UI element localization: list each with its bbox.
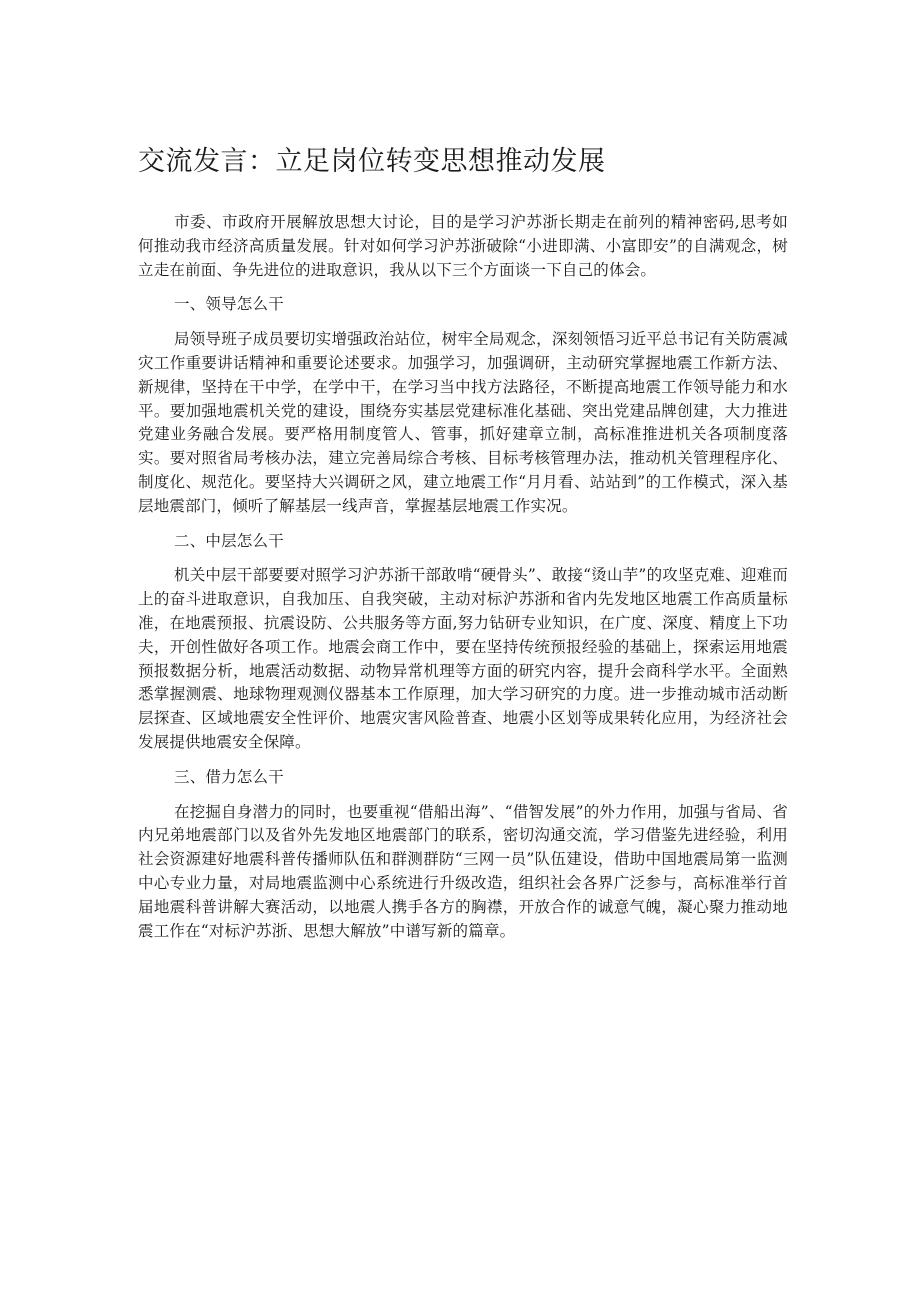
document-body <box>138 143 788 954</box>
section-heading-middle-level: 二、中层怎么干 <box>174 531 284 550</box>
section-body-leadership: 局领导班子成员要切实增强政治站位，树牢全局观念，深刻领悟习近平总书记有关防震减灾工作重要讲话精神和重要论述要求。加强学习，加强调研，主动研究掌握地震工作新方法、新规律，坚持在干中学，在学中干，在学习当中找方法路径，不断提高地震工作领导能力和水平。要加强地震机关党的建设，围绕夯实基层党建标准化基础、突出党建品牌创建，大力推进党建业务融合发展。要严格用制度管人、管事，抓好建章立制，高标准推进机关各项制度落实。要对照省局考核办法，建立完善局综合考核、目标考核管理办法，推动机关管理程序化、制度化、规范化。要坚持大兴调研之风，建立地震工作“月月看、站站到”的工作模式，深入基层地震部门，倾听了解基层一线声音，掌握基层地震工作实况。 <box>138 330 788 515</box>
section-heading-leadership: 一、领导怎么干 <box>174 295 284 314</box>
document-title: 交流发言：立足岗位转变思想推动发展 <box>138 146 606 177</box>
section-body-external-leverage: 在挖掘自身潜力的同时，也要重视“借船出海”、“借智发展”的外力作用，加强与省局、省内兄弟地震部门以及省外先发地区地震部门的联系，密切沟通交流，学习借鉴先进经验，利用社会资源建好地震科普传播师队伍和群测群防“三网一员”队伍建设，借助中国地震局第一监测中心专业力量，对局地震监测中心系统进行升级改造，组织社会各界广泛参与，高标准举行首届地震科普讲解大赛活动，以地震人携手各方的胸襟，开放合作的诚意气魄，凝心聚力推动地震工作在“对标沪苏浙、思想大解放”中谱写新的篇章。 <box>138 802 788 940</box>
section-body-middle-level: 机关中层干部要要对照学习沪苏浙干部敢啃“硬骨头”、敢接“烫山芋”的攻坚克难、迎难而上的奋斗进取意识，自我加压、自我突破，主动对标沪苏浙和省内先发地区地震工作高质量标准，在地震预报、抗震设防、公共服务等方面,努力钻研专业知识，在广度、深度、精度上下功夫，开创性做好各项工作。地震会商工作中，要在坚持传统预报经验的基础上，探索运用地震预报数据分析，地震活动数据、动物异常机理等方面的研究内容，提升会商科学水平。全面熟悉掌握测震、地球物理观测仪器基本工作原理，加大学习研究的力度。进一步推动城市活动断层探查、区域地震安全性评价、地震灾害风险普查、地震小区划等成果转化应用，为经济社会发展提供地震安全保障。 <box>138 566 788 751</box>
section-heading-external-leverage: 三、借力怎么干 <box>174 767 284 786</box>
intro-paragraph: 市委、市政府开展解放思想大讨论，目的是学习沪苏浙长期走在前列的精神密码,思考如何推动我市经济高质量发展。针对如何学习沪苏浙破除“小进即满、小富即安”的自满观念，树立走在前面、争先进位的进取意识，我从以下三个方面谈一下自己的体会。 <box>138 213 788 279</box>
